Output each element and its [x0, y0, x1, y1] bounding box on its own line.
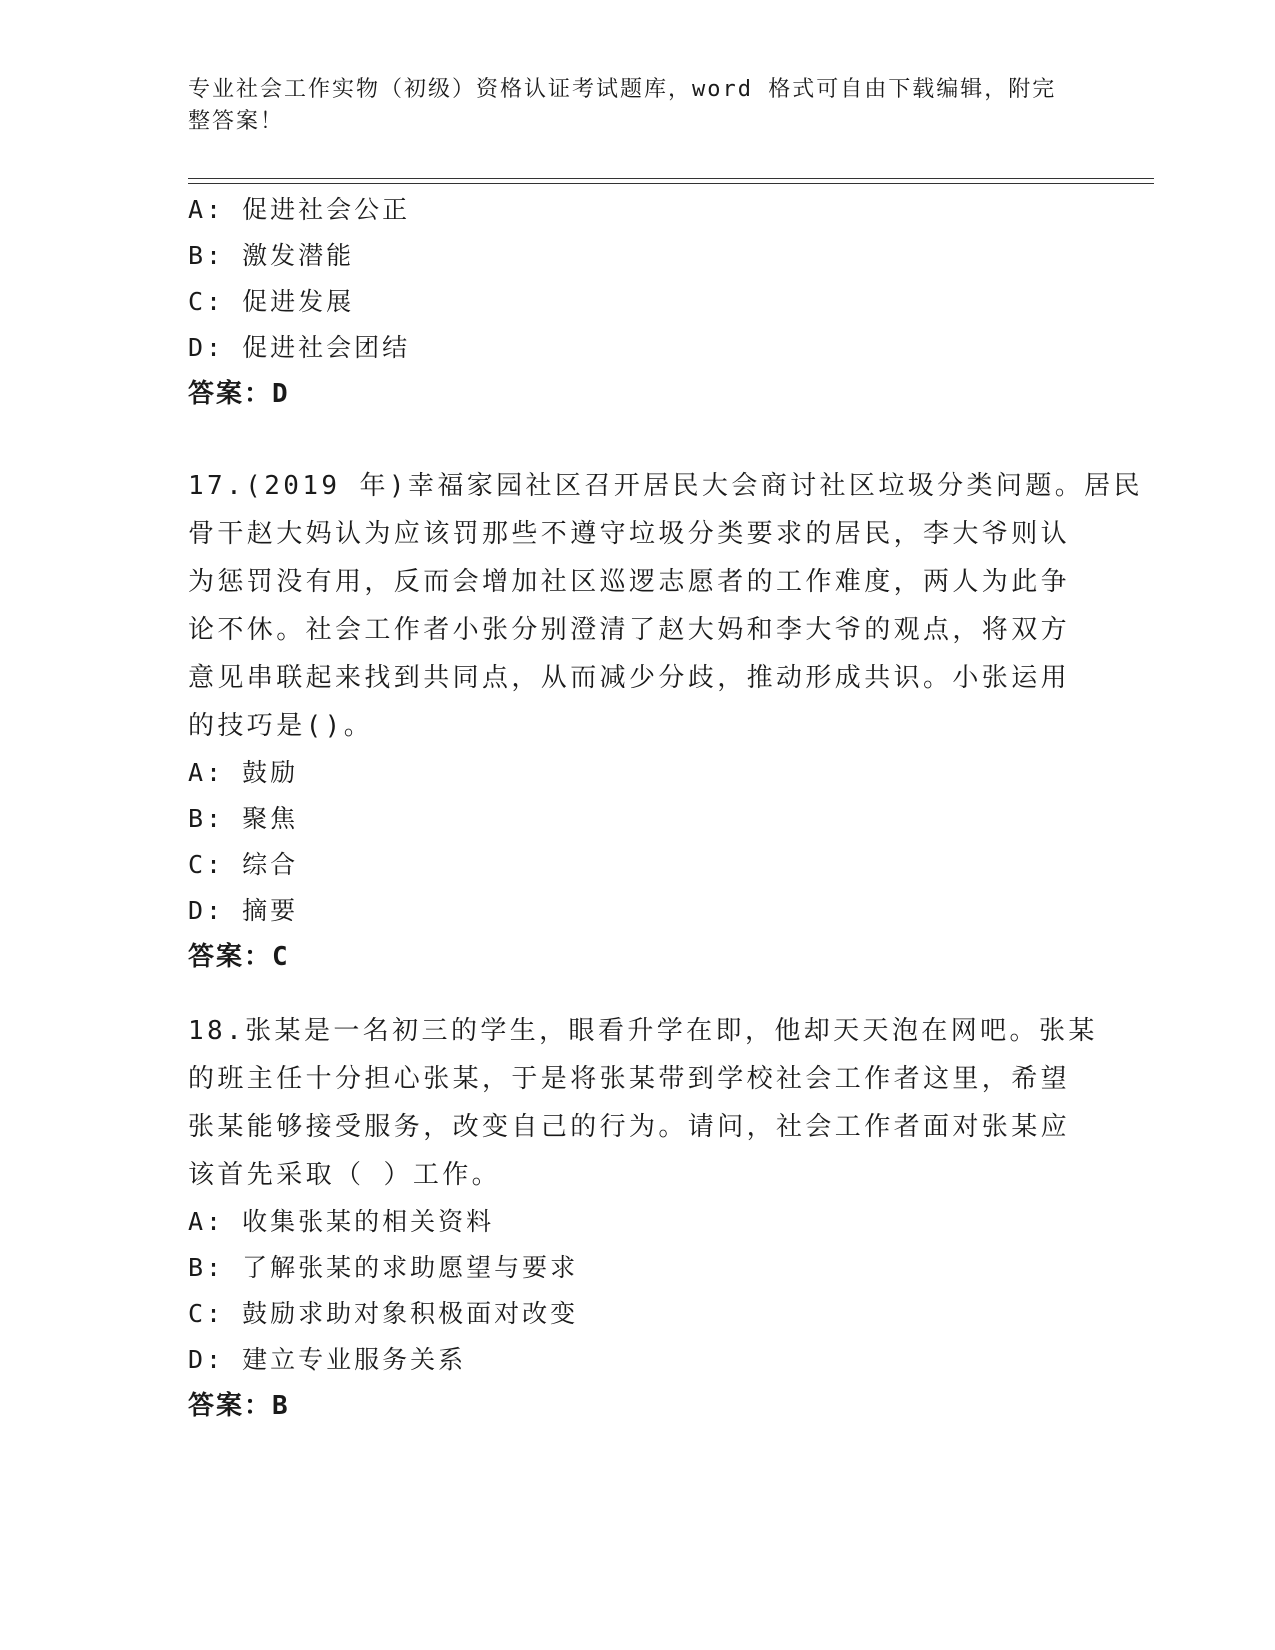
answer-line: 答案：D: [188, 379, 290, 409]
option-a: A: 促进社会公正: [188, 195, 411, 224]
option-b: B: 了解张某的求助愿望与要求: [188, 1253, 579, 1282]
question-text-line: 的技巧是()。: [188, 711, 374, 741]
option-c: C: 鼓励求助对象积极面对改变: [188, 1299, 579, 1328]
question-text-line: 意见串联起来找到共同点，从而减少分歧，推动形成共识。小张运用: [188, 663, 1071, 693]
option-c: C: 促进发展: [188, 287, 355, 316]
question-text-line: 为惩罚没有用，反而会增加社区巡逻志愿者的工作难度，两人为此争: [188, 567, 1071, 597]
question-text-line: 论不休。社会工作者小张分别澄清了赵大妈和李大爷的观点，将双方: [188, 615, 1071, 645]
option-d: D: 促进社会团结: [188, 333, 411, 362]
question-18: [188, 1007, 1098, 1429]
header-line-1: 专业社会工作实物（初级）资格认证考试题库，word 格式可自由下载编辑，附完: [188, 77, 1057, 102]
option-d: D: 建立专业服务关系: [188, 1345, 467, 1374]
question-16: [188, 187, 1088, 417]
option-c: C: 综合: [188, 850, 299, 879]
answer-line: 答案：C: [188, 942, 290, 972]
header-divider-bottom: [188, 183, 1154, 184]
page-header: [188, 74, 1068, 138]
header-divider-top: [188, 178, 1154, 179]
question-text-line: 骨干赵大妈认为应该罚那些不遵守垃圾分类要求的居民，李大爷则认: [188, 519, 1071, 549]
answer-line: 答案：B: [188, 1391, 290, 1421]
question-text-line: 17.(2019 年)幸福家园社区召开居民大会商讨社区垃圾分类问题。居民: [188, 471, 1143, 501]
question-text-line: 该首先采取（ ）工作。: [188, 1160, 502, 1190]
question-text-line: 18.张某是一名初三的学生，眼看升学在即，他却天天泡在网吧。张某: [188, 1016, 1098, 1046]
question-text-line: 张某能够接受服务，改变自己的行为。请问，社会工作者面对张某应: [188, 1112, 1071, 1142]
question-text-line: 的班主任十分担心张某，于是将张某带到学校社会工作者这里，希望: [188, 1064, 1071, 1094]
option-a: A: 收集张某的相关资料: [188, 1207, 495, 1236]
option-d: D: 摘要: [188, 896, 299, 925]
question-17: [188, 462, 1143, 980]
option-a: A: 鼓励: [188, 758, 299, 787]
option-b: B: 激发潜能: [188, 241, 355, 270]
option-b: B: 聚焦: [188, 804, 299, 833]
header-line-2: 整答案！: [188, 109, 285, 134]
